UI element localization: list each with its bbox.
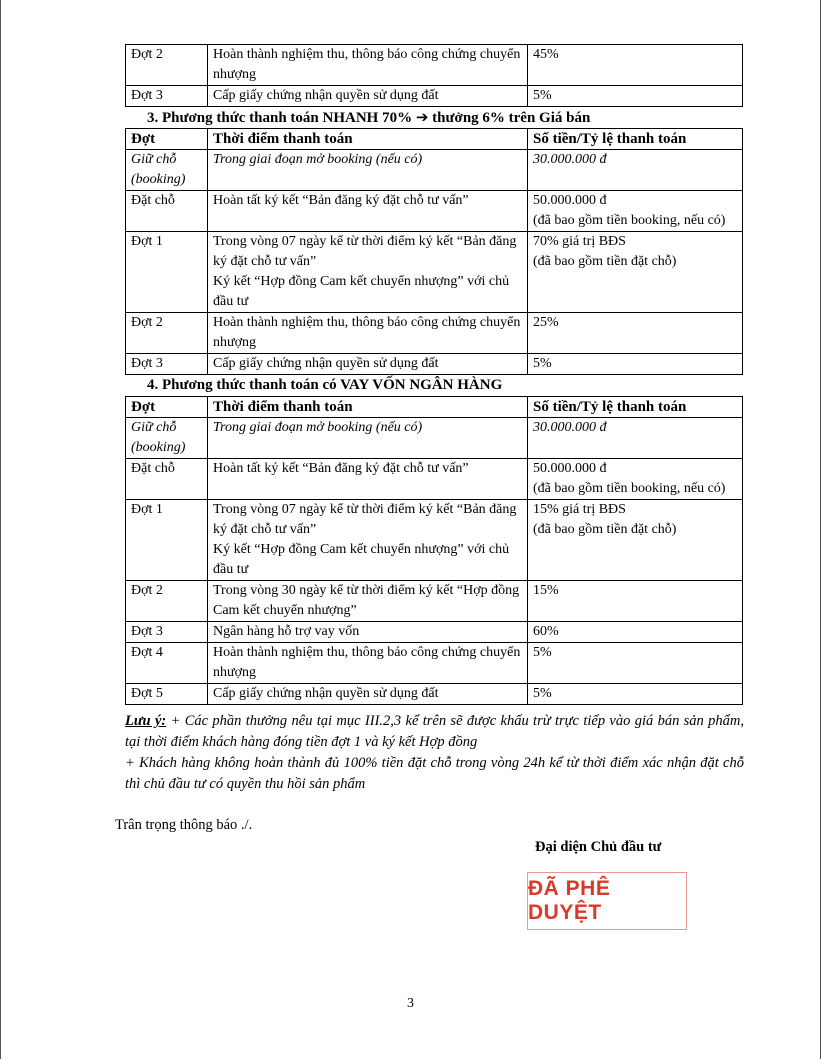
- time-line: Ký kết “Hợp đồng Cam kết chuyển nhượng” với chủ đầu tư: [213, 274, 510, 309]
- table-row: [126, 232, 743, 313]
- time-line: Trong vòng 07 ngày kể từ thời điểm ký kết “Bản đăng ký đặt chỗ tư vấn”: [213, 502, 517, 537]
- table-row: [126, 354, 743, 375]
- header-amount: Số tiền/Tỷ lệ thanh toán: [528, 129, 743, 150]
- table-header-row: [126, 397, 743, 418]
- header-time: Thời điểm thanh toán: [208, 397, 528, 418]
- note-line-1: [125, 711, 744, 753]
- section-3-table: [125, 128, 743, 375]
- time-cell: [208, 500, 528, 581]
- table-row: [126, 313, 743, 354]
- phase-cell: Đặt chỗ: [126, 459, 208, 500]
- signer-title: Đại diện Chủ đầu tư: [535, 839, 662, 855]
- phase-cell: Đợt 3: [126, 86, 208, 107]
- page-number: 3: [407, 996, 414, 1011]
- closing-regards: Trân trọng thông báo ./.: [115, 817, 253, 833]
- amount-note: (đã bao gồm tiền đặt chỗ): [533, 522, 677, 537]
- table-row: [126, 418, 743, 459]
- phase-cell: Đợt 2: [126, 313, 208, 354]
- amount-cell: 5%: [528, 643, 743, 684]
- phase-cell: Giữ chỗ (booking): [126, 150, 208, 191]
- header-time: Thời điểm thanh toán: [208, 129, 528, 150]
- table-row: [126, 86, 743, 107]
- phase-cell: Đợt 4: [126, 643, 208, 684]
- time-cell: Trong giai đoạn mở booking (nếu có): [208, 150, 528, 191]
- amount-cell: 15%: [528, 581, 743, 622]
- table-header-row: [126, 129, 743, 150]
- amount-note: (đã bao gồm tiền booking, nếu có): [533, 481, 726, 496]
- section-4-title: 4. Phương thức thanh toán có VAY VỐN NGÂN HÀNG: [147, 377, 503, 393]
- table-row: [126, 684, 743, 705]
- amount-line: 50.000.000 đ: [533, 461, 607, 476]
- top-payment-table: [125, 44, 743, 107]
- phase-cell: Giữ chỗ (booking): [126, 418, 208, 459]
- amount-line: 15% giá trị BĐS: [533, 502, 626, 517]
- time-cell: Trong vòng 30 ngày kể từ thời điểm ký kết “Hợp đồng Cam kết chuyển nhượng”: [208, 581, 528, 622]
- table-row: [126, 45, 743, 86]
- section-3-title: [125, 107, 742, 128]
- table-row: [126, 500, 743, 581]
- amount-note: (đã bao gồm tiền đặt chỗ): [533, 254, 677, 269]
- time-cell: Hoàn thành nghiệm thu, thông báo công chứng chuyển nhượng: [208, 643, 528, 684]
- header-phase: Đợt: [126, 397, 208, 418]
- phase-cell: Đợt 1: [126, 500, 208, 581]
- table-row: [126, 459, 743, 500]
- phase-cell: Đặt chỗ: [126, 191, 208, 232]
- amount-line: 70% giá trị BĐS: [533, 234, 626, 249]
- time-cell: Cấp giấy chứng nhận quyền sử dụng đất: [208, 354, 528, 375]
- amount-cell: 25%: [528, 313, 743, 354]
- amount-cell: 30.000.000 đ: [528, 418, 743, 459]
- note-label: Lưu ý:: [125, 713, 167, 729]
- table-row: [126, 150, 743, 191]
- note-block: [125, 711, 744, 795]
- phase-cell: Đợt 3: [126, 622, 208, 643]
- time-cell: Hoàn thành nghiệm thu, thông báo công chứng chuyển nhượng: [208, 313, 528, 354]
- time-cell: Cấp giấy chứng nhận quyền sử dụng đất: [208, 684, 528, 705]
- time-line: Trong vòng 07 ngày kể từ thời điểm ký kết “Bản đăng ký đặt chỗ tư vấn”: [213, 234, 517, 269]
- phase-cell: Đợt 3: [126, 354, 208, 375]
- phase-cell: Đợt 5: [126, 684, 208, 705]
- time-cell: Trong giai đoạn mở booking (nếu có): [208, 418, 528, 459]
- table-row: [126, 622, 743, 643]
- note-text-1: + Các phần thưởng nêu tại mục III.2,3 kể trên sẽ được khấu trừ trực tiếp vào giá bán sản phẩm, tại thời điểm khách hàng đóng tiền đợt 1 và ký kết Hợp đồng: [125, 713, 744, 750]
- amount-cell: [528, 232, 743, 313]
- phase-cell: Đợt 1: [126, 232, 208, 313]
- phase-cell: Đợt 2: [126, 581, 208, 622]
- amount-cell: 30.000.000 đ: [528, 150, 743, 191]
- time-cell: Hoàn tất ký kết “Bản đăng ký đặt chỗ tư vấn”: [208, 191, 528, 232]
- amount-note: (đã bao gồm tiền booking, nếu có): [533, 213, 726, 228]
- table-row: [126, 581, 743, 622]
- amount-cell: 60%: [528, 622, 743, 643]
- amount-cell: 5%: [528, 354, 743, 375]
- right-arrow-icon: ➔: [415, 108, 429, 126]
- phase-cell: Đợt 2: [126, 45, 208, 86]
- section-3-title-a: 3. Phương thức thanh toán NHANH 70%: [147, 110, 413, 126]
- amount-cell: 5%: [528, 86, 743, 107]
- amount-cell: 5%: [528, 684, 743, 705]
- note-line-2: + Khách hàng không hoàn thành đủ 100% tiền đặt chỗ trong vòng 24h kể từ thời điểm xác nhận đặt chỗ thì chủ đầu tư có quyền thu hồi sản phẩm: [125, 755, 744, 792]
- approval-stamp: ĐÃ PHÊ DUYỆT: [527, 872, 687, 930]
- amount-cell: [528, 459, 743, 500]
- table-row: [126, 643, 743, 684]
- amount-line: 50.000.000 đ: [533, 193, 607, 208]
- table-row: [126, 191, 743, 232]
- document-content: [125, 44, 742, 795]
- section-4-table: [125, 396, 743, 705]
- section-3-title-b: thưởng 6% trên Giá bán: [432, 110, 591, 126]
- time-cell: Cấp giấy chứng nhận quyền sử dụng đất: [208, 86, 528, 107]
- header-amount: Số tiền/Tỷ lệ thanh toán: [528, 397, 743, 418]
- amount-cell: [528, 191, 743, 232]
- amount-cell: 45%: [528, 45, 743, 86]
- time-cell: Ngân hàng hỗ trợ vay vốn: [208, 622, 528, 643]
- time-cell: Hoàn thành nghiệm thu, thông báo công chứng chuyển nhượng: [208, 45, 528, 86]
- time-cell: Hoàn tất ký kết “Bản đăng ký đặt chỗ tư vấn”: [208, 459, 528, 500]
- time-cell: [208, 232, 528, 313]
- amount-cell: [528, 500, 743, 581]
- time-line: Ký kết “Hợp đồng Cam kết chuyển nhượng” với chủ đầu tư: [213, 542, 510, 577]
- header-phase: Đợt: [126, 129, 208, 150]
